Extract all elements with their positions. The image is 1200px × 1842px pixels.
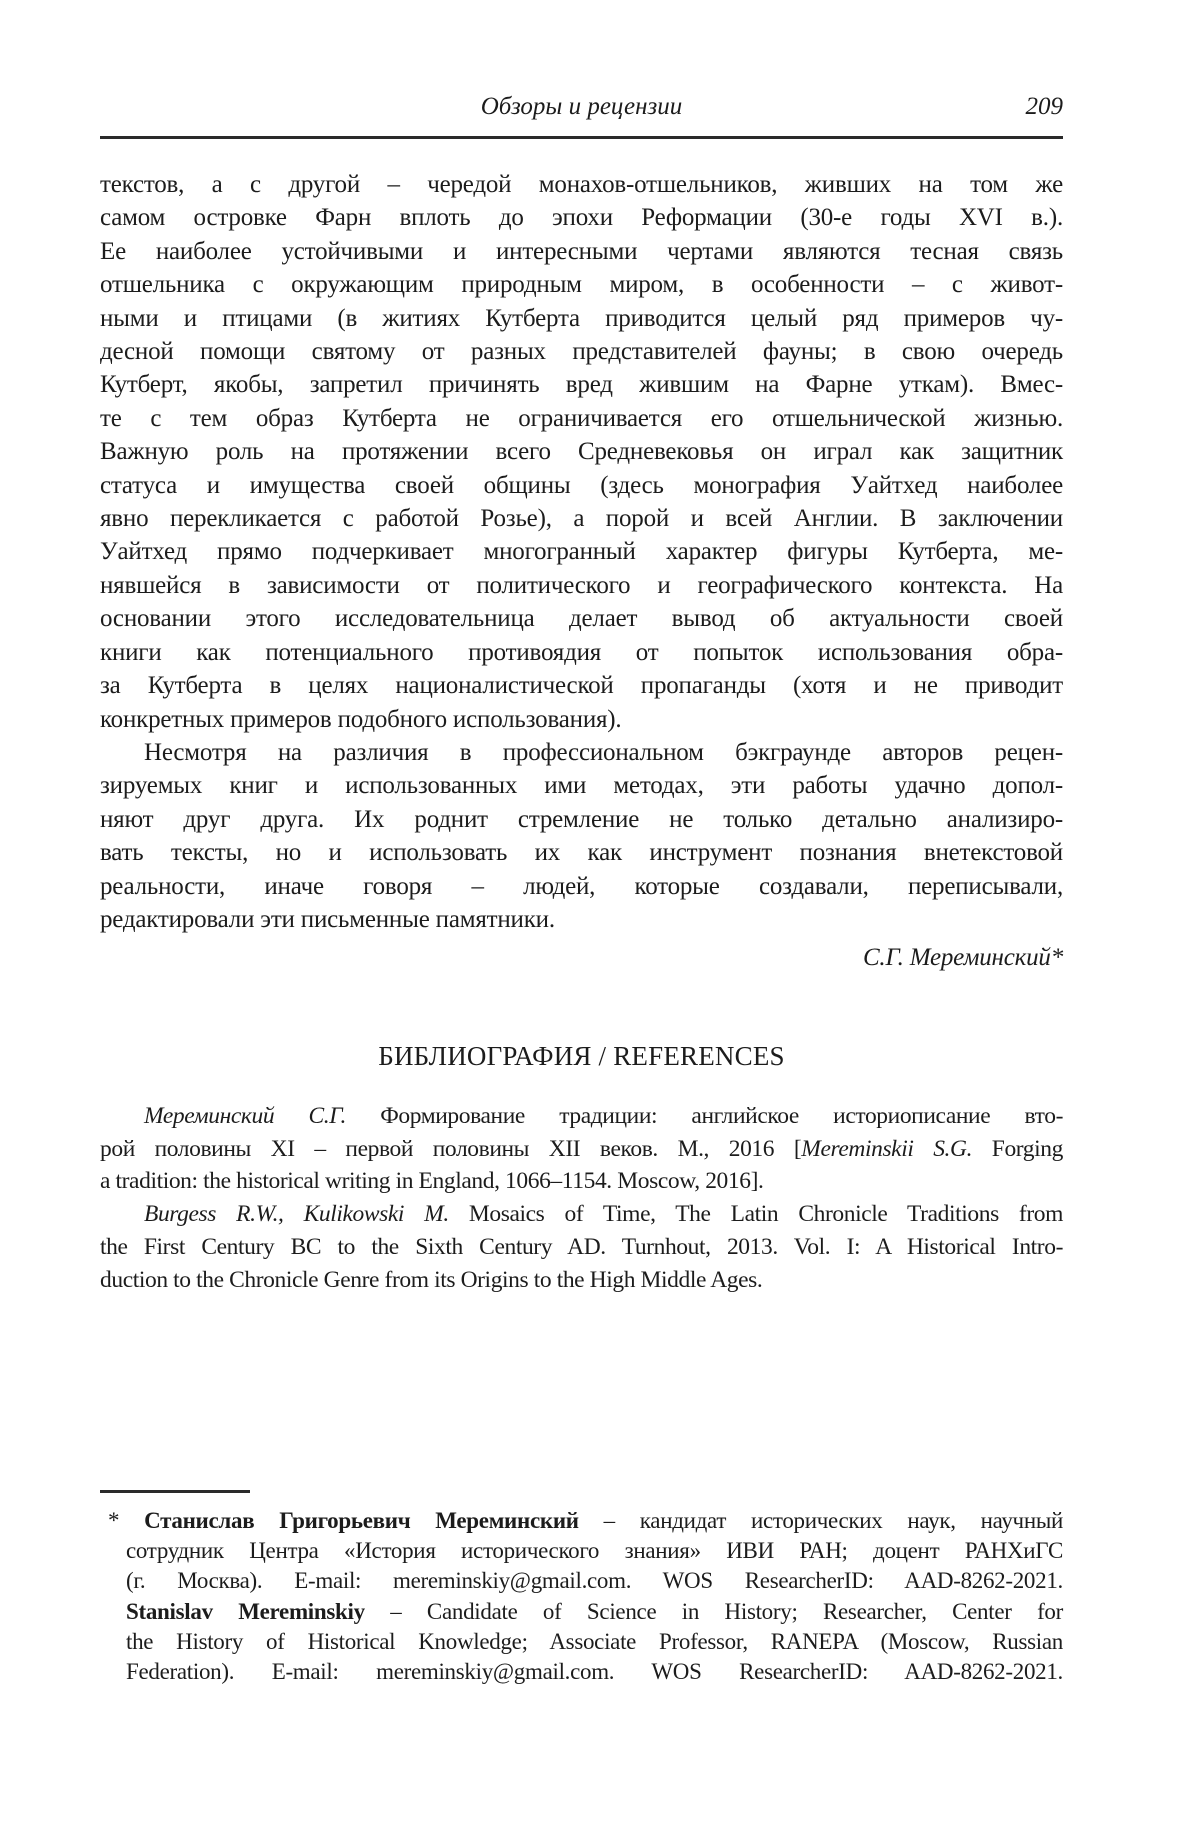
text-run: – Candidate of Science in History; Researcher, Center for: [364, 1598, 1063, 1624]
text-line: [100, 335, 1063, 368]
header-rule: [100, 136, 1063, 139]
text-run: статуса и имущества своей общины (здесь монография Уайтхед наиболее: [100, 471, 1063, 499]
text-line: [100, 769, 1063, 802]
text-line: [100, 1198, 1063, 1231]
page-body: [100, 168, 1063, 1297]
text-run: Формирование традиции: английское историописание вто-: [345, 1102, 1063, 1129]
text-line: [100, 168, 1063, 201]
text-line: [100, 1165, 1063, 1198]
text-run: the History of Historical Knowledge; Associate Professor, RANEPA (Moscow, Russian: [126, 1628, 1063, 1654]
text-run: отшельника с окружающим природным миром, в особенности – с живот-: [100, 271, 1063, 299]
text-line: [100, 836, 1063, 869]
text-run: duction to the Chronicle Genre from its Origins to the High Middle Ages.: [100, 1266, 763, 1293]
text-line: [100, 435, 1063, 468]
body-paragraph-2: [100, 736, 1063, 936]
text-run: Станислав Григорьевич Мереминский: [144, 1508, 579, 1533]
running-header: [100, 90, 1063, 126]
text-line: [126, 1536, 1063, 1566]
text-run: ными и птицами (в житиях Кутберта приводится целый ряд примеров чу-: [100, 304, 1063, 332]
text-line: [126, 1657, 1063, 1687]
footnote-english: [100, 1597, 1063, 1688]
text-run: Burgess R.W., Kulikowski M.: [144, 1201, 449, 1228]
text-line: [100, 268, 1063, 301]
text-line: [100, 535, 1063, 568]
text-line: [100, 703, 1063, 736]
text-run: текстов, а с другой – чередой монахов-отшельников, живших на том же: [100, 171, 1063, 198]
footnote-area: [100, 1490, 1063, 1687]
text-line: [100, 1100, 1063, 1133]
text-line: [126, 1597, 1063, 1627]
text-line: [126, 1627, 1063, 1657]
author-signature: С.Г. Мереминский*: [862, 944, 1063, 972]
text-line: [100, 1231, 1063, 1264]
body-paragraph-1: [100, 168, 1063, 736]
text-line: [100, 736, 1063, 769]
page-number: 209: [1025, 93, 1063, 120]
text-run: Federation). E-mail: mereminskiy@gmail.com. WOS ResearcherID: AAD-8262-2021.: [126, 1659, 1063, 1685]
text-line: [100, 502, 1063, 535]
text-run: явно перекликается с работой Розье), а порой и всей Англии. В заключении: [100, 505, 1063, 533]
text-run: Forging: [972, 1135, 1063, 1162]
text-run: Mereminskii S.G.: [801, 1135, 973, 1162]
text-line: [100, 201, 1063, 234]
text-line: [100, 302, 1063, 335]
text-run: реальности, иначе говоря – людей, которые создавали, переписывали,: [100, 872, 1063, 900]
text-run: сотрудник Центра «История исторического знания» ИВИ РАН; доцент РАНХиГС: [126, 1538, 1063, 1564]
running-header-title: Обзоры и рецензии: [480, 93, 683, 120]
bibliography-entry-2: [100, 1198, 1063, 1296]
footnote-russian: [100, 1506, 1063, 1597]
text-line: [126, 1566, 1063, 1596]
text-line: [100, 569, 1063, 602]
text-run: *: [108, 1508, 145, 1533]
text-run: the First Century BC to the Sixth Century AD. Turnhout, 2013. Vol. I: A Historical Intro-: [100, 1233, 1063, 1260]
text-run: Уайтхед прямо подчеркивает многогранный характер фигуры Кутберта, ме-: [100, 538, 1063, 566]
text-line: [100, 402, 1063, 435]
text-run: самом островке Фарн вплоть до эпохи Реформации (30-е годы XVI в.).: [100, 204, 1063, 232]
text-run: десной помощи святому от разных представителей фауны; в свою очередь: [100, 338, 1063, 366]
text-run: зируемых книг и использованных ими методах, эти работы удачно допол-: [100, 772, 1063, 800]
text-line: [100, 235, 1063, 268]
text-line: [100, 903, 1063, 936]
text-run: вать тексты, но и использовать их как инструмент познания внетекстовой: [100, 839, 1063, 867]
text-run: Мереминский С.Г.: [144, 1102, 346, 1129]
text-run: (г. Москва). E-mail: mereminskiy@gmail.com. WOS ResearcherID: AAD-8262-2021.: [126, 1568, 1063, 1594]
text-run: за Кутберта в целях националистической пропаганды (хотя и не приводит: [100, 672, 1063, 700]
text-line: [100, 1264, 1063, 1297]
text-line: [100, 368, 1063, 401]
text-run: Mosaics of Time, The Latin Chronicle Traditions from: [448, 1201, 1063, 1228]
footnote-rule: [100, 1490, 250, 1493]
text-run: Ее наиболее устойчивыми и интересными чертами являются тесная связь: [100, 237, 1063, 265]
text-run: Stanislav Mereminskiy: [126, 1598, 365, 1624]
text-run: Несмотря на различия в профессиональном бэкграунде авторов рецен-: [144, 738, 1063, 766]
text-line: [100, 669, 1063, 702]
text-line: [100, 803, 1063, 836]
text-line: [100, 602, 1063, 635]
text-run: те с тем образ Кутберта не ограничивается его отшельнической жизнью.: [100, 404, 1063, 432]
text-line: [100, 1133, 1063, 1166]
text-run: Кутберт, якобы, запретил причинять вред жившим на Фарне уткам). Вмес-: [100, 371, 1063, 399]
text-line: [100, 469, 1063, 502]
text-run: книги как потенциального противоядия от попыток использования обра-: [100, 638, 1063, 666]
text-run: нявшейся в зависимости от политического и географического контекста. На: [100, 571, 1063, 599]
text-run: няют друг друга. Их роднит стремление не только детально анализиро-: [100, 805, 1063, 833]
text-run: a tradition: the historical writing in England, 1066–1154. Moscow, 2016].: [100, 1168, 764, 1195]
text-line: [100, 636, 1063, 669]
bibliography-entry-1: [100, 1100, 1063, 1198]
text-run: редактировали эти письменные памятники.: [100, 905, 555, 933]
text-run: конкретных примеров подобного использования).: [100, 705, 622, 733]
text-run: рой половины XI – первой половины XII веков. М., 2016 [: [100, 1135, 802, 1162]
bibliography-heading: БИБЛИОГРАФИЯ / REFERENCES: [378, 1040, 785, 1071]
text-line: [108, 1506, 1063, 1536]
text-run: основании этого исследовательница делает вывод об актуальности своей: [100, 605, 1063, 633]
text-run: Важную роль на протяжении всего Средневековья он играл как защитник: [100, 438, 1063, 466]
text-run: – кандидат исторических наук, научный: [578, 1508, 1063, 1533]
text-line: [100, 870, 1063, 903]
